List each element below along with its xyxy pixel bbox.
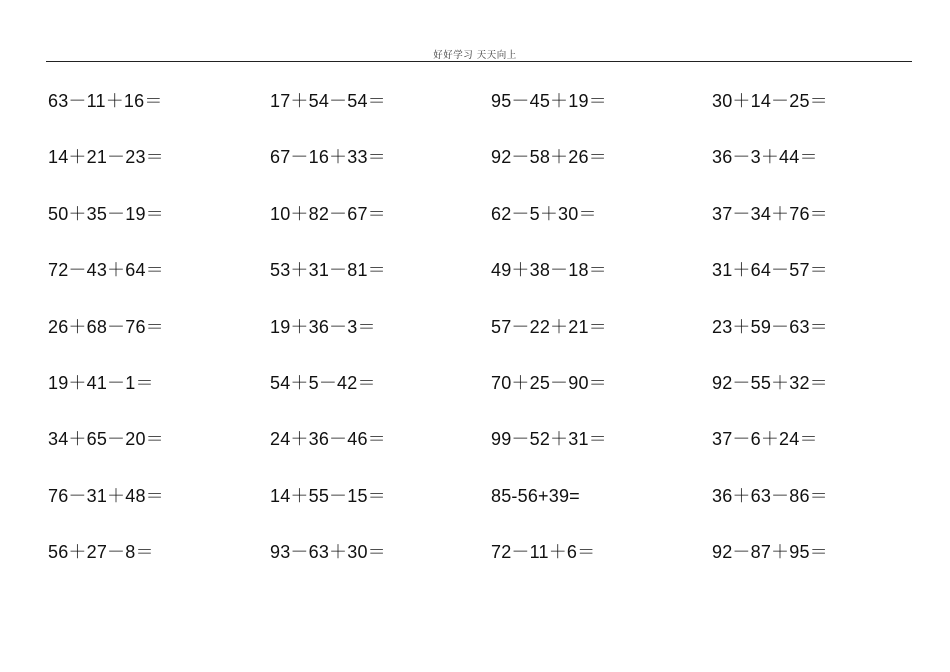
problem-item: 37－6＋24＝ bbox=[712, 429, 818, 450]
problem-item: 56＋27－8＝ bbox=[48, 542, 154, 563]
problem-item: 30＋14－25＝ bbox=[712, 91, 828, 111]
problem-item: 85-56+39= bbox=[491, 485, 580, 506]
problem-item: 54＋5－42＝ bbox=[270, 372, 376, 393]
problem-item: 10＋82－67＝ bbox=[270, 203, 386, 224]
problem-item: 19＋36－3＝ bbox=[270, 316, 376, 337]
problem-item: 36－3＋44＝ bbox=[712, 147, 818, 168]
problem-item: 23＋59－63＝ bbox=[712, 316, 828, 337]
problem-item: 99－52＋31＝ bbox=[491, 429, 607, 450]
problem-item: 24＋36－46＝ bbox=[270, 429, 386, 450]
problem-item: 31＋64－57＝ bbox=[712, 260, 828, 281]
problem-item: 62－5＋30＝ bbox=[491, 203, 597, 224]
problem-item: 67－16＋33＝ bbox=[270, 147, 386, 168]
problem-item: 36＋63－86＝ bbox=[712, 485, 828, 506]
problem-item: 63－11＋16＝ bbox=[48, 91, 163, 111]
problem-item: 53＋31－81＝ bbox=[270, 260, 386, 281]
problem-item: 17＋54－54＝ bbox=[270, 91, 386, 111]
problem-item: 34＋65－20＝ bbox=[48, 429, 164, 450]
header-divider bbox=[46, 61, 912, 62]
problem-item: 49＋38－18＝ bbox=[491, 260, 607, 281]
problem-item: 37－34＋76＝ bbox=[712, 203, 828, 224]
problem-item: 26＋68－76＝ bbox=[48, 316, 164, 337]
problem-item: 92－55＋32＝ bbox=[712, 372, 828, 393]
problem-item: 72－43＋64＝ bbox=[48, 260, 164, 281]
problem-item: 14＋21－23＝ bbox=[48, 147, 164, 168]
problem-grid bbox=[48, 86, 928, 594]
problem-item: 14＋55－15＝ bbox=[270, 485, 386, 506]
problem-item: 50＋35－19＝ bbox=[48, 203, 164, 224]
problem-item: 70＋25－90＝ bbox=[491, 372, 607, 393]
problem-item: 92－58＋26＝ bbox=[491, 147, 607, 168]
problem-item: 95－45＋19＝ bbox=[491, 91, 607, 111]
problem-item: 92－87＋95＝ bbox=[712, 542, 828, 563]
problem-item: 93－63＋30＝ bbox=[270, 542, 386, 563]
problem-item: 76－31＋48＝ bbox=[48, 485, 164, 506]
problem-item: 57－22＋21＝ bbox=[491, 316, 607, 337]
problem-item: 19＋41－1＝ bbox=[48, 372, 154, 393]
problem-item: 72－11＋6＝ bbox=[491, 542, 596, 563]
page-header-title: 好好学习 天天向上 bbox=[433, 50, 517, 61]
